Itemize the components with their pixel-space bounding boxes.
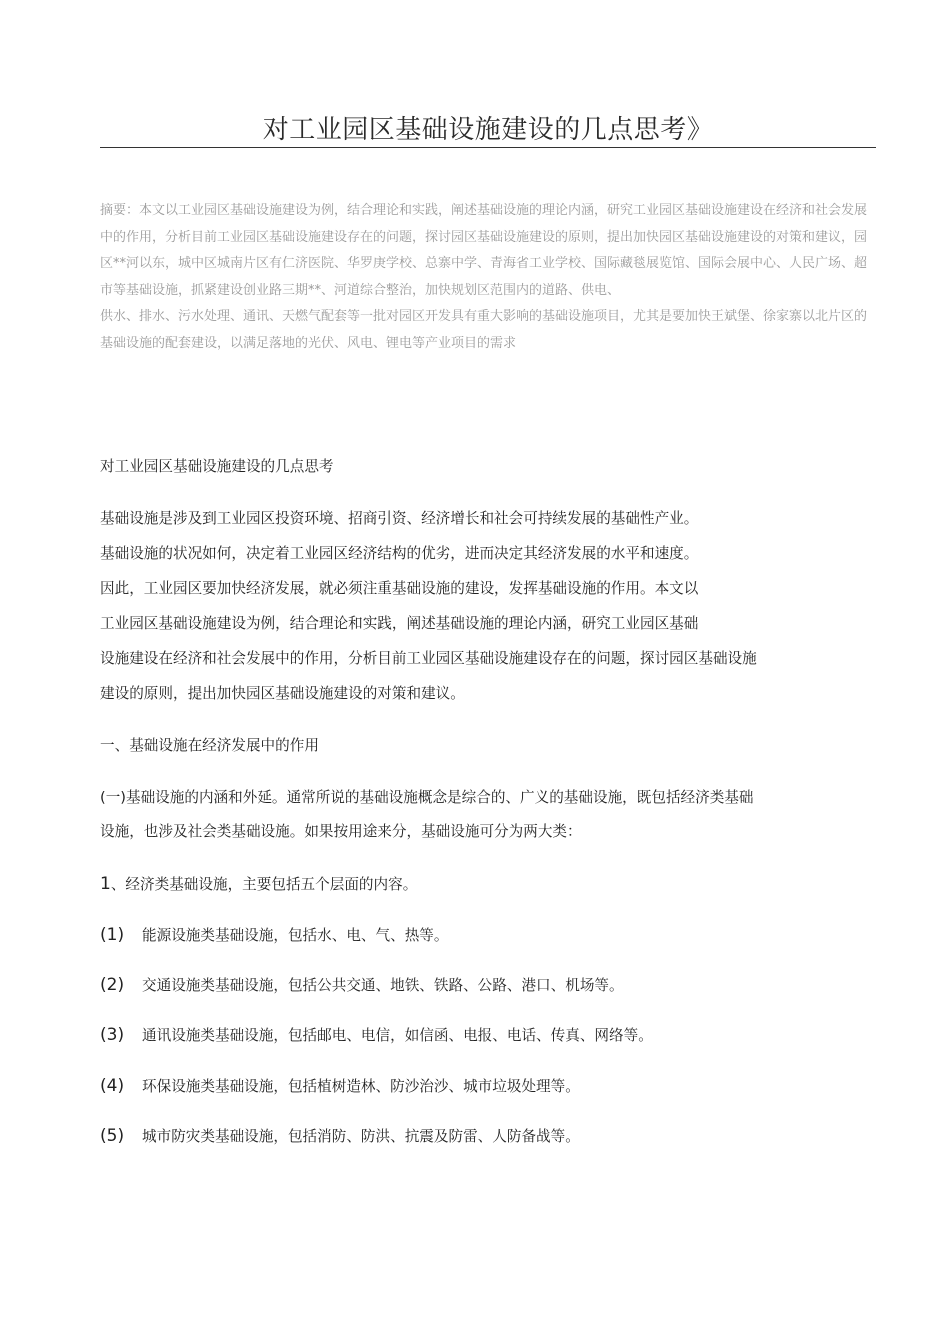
list-item-number: (2) [100,975,125,995]
list-item-text: 城市防灾类基础设施，包括消防、防洪、抗震及防雷、人防备战等。 [142,1128,580,1145]
abstract-paragraph-2: 供水、排水、污水处理、通讯、天燃气配套等一批对园区开发具有重大影响的基础设施项目，尤其是要加快王斌堡、徐家寨以北片区的基础设施的配套建设，以满足落地的光伏、风电、锂电等产业项目的需求 [100,309,868,351]
intro-line: 基础设施是涉及到工业园区投资环境、招商引资、经济增长和社会可持续发展的基础性产业。 [100,510,699,527]
intro-line: 基础设施的状况如何，决定着工业园区经济结构的优劣，进而决定其经济发展的水平和速度。 [100,545,699,562]
intro-line: 因此，工业园区要加快经济发展，就必须注重基础设施的建设，发挥基础设施的作用。本文以 [100,580,699,597]
list-item [100,1075,580,1096]
list-item [100,924,448,945]
document-title: 对工业园区基础设施建设的几点思考》 [262,115,714,145]
intro-line: 工业园区基础设施建设为例，结合理论和实践，阐述基础设施的理论内涵，研究工业园区基础 [100,615,699,632]
list-heading [100,873,417,894]
section-heading: 对工业园区基础设施建设的几点思考 [100,458,334,475]
list-heading-number: 1 [100,874,111,894]
list-item-number: (4) [100,1076,125,1096]
document-body [100,0,870,1344]
abstract-paragraph-1: 摘要：本文以工业园区基础设施建设为例，结合理论和实践，阐述基础设施的理论内涵，研究工业园区基础设施建设在经济和社会发展中的作用，分析目前工业园区基础设施建设存在的问题，探讨园区基础设施建设的原则，提出加快园区基础设施建设的对策和建议，园区**河以东，城中区城南片区有仁济医院、华罗庚学校、总寨中学、青海省工业学校、国际藏毯展览馆、国际会展中心、人民广场、超市等基础设施，抓紧建设创业路三期**、河道综合整治，加快规划区范围内的道路、供电、 [100,203,868,298]
list-item-number: (5) [100,1126,125,1146]
list-item-number: (3) [100,1025,125,1045]
list-item-text: 通讯设施类基础设施，包括邮电、电信，如信函、电报、电话、传真、网络等。 [142,1027,653,1044]
intro-line: 设施建设在经济和社会发展中的作用，分析目前工业园区基础设施建设存在的问题，探讨园区基础设施 [100,650,757,667]
part-heading: 一、基础设施在经济发展中的作用 [100,737,319,754]
list-item [100,1024,653,1045]
list-item-text: 环保设施类基础设施，包括植树造林、防沙治沙、城市垃圾处理等。 [142,1078,580,1095]
list-item-text: 交通设施类基础设施，包括公共交通、地铁、铁路、公路、港口、机场等。 [142,977,624,994]
list-item [100,974,624,995]
intro-line: 建设的原则，提出加快园区基础设施建设的对策和建议。 [100,685,465,702]
list-item [100,1125,580,1146]
subsection-line: 设施，也涉及社会类基础设施。如果按用途来分，基础设施可分为两大类： [100,823,582,840]
list-item-number: (1) [100,925,125,945]
list-heading-text: 、经济类基础设施，主要包括五个层面的内容。 [110,876,418,893]
subsection-line: (一)基础设施的内涵和外延。通常所说的基础设施概念是综合的、广义的基础设施，既包括经济类基础 [100,789,754,806]
list-item-text: 能源设施类基础设施，包括水、电、气、热等。 [142,927,449,944]
